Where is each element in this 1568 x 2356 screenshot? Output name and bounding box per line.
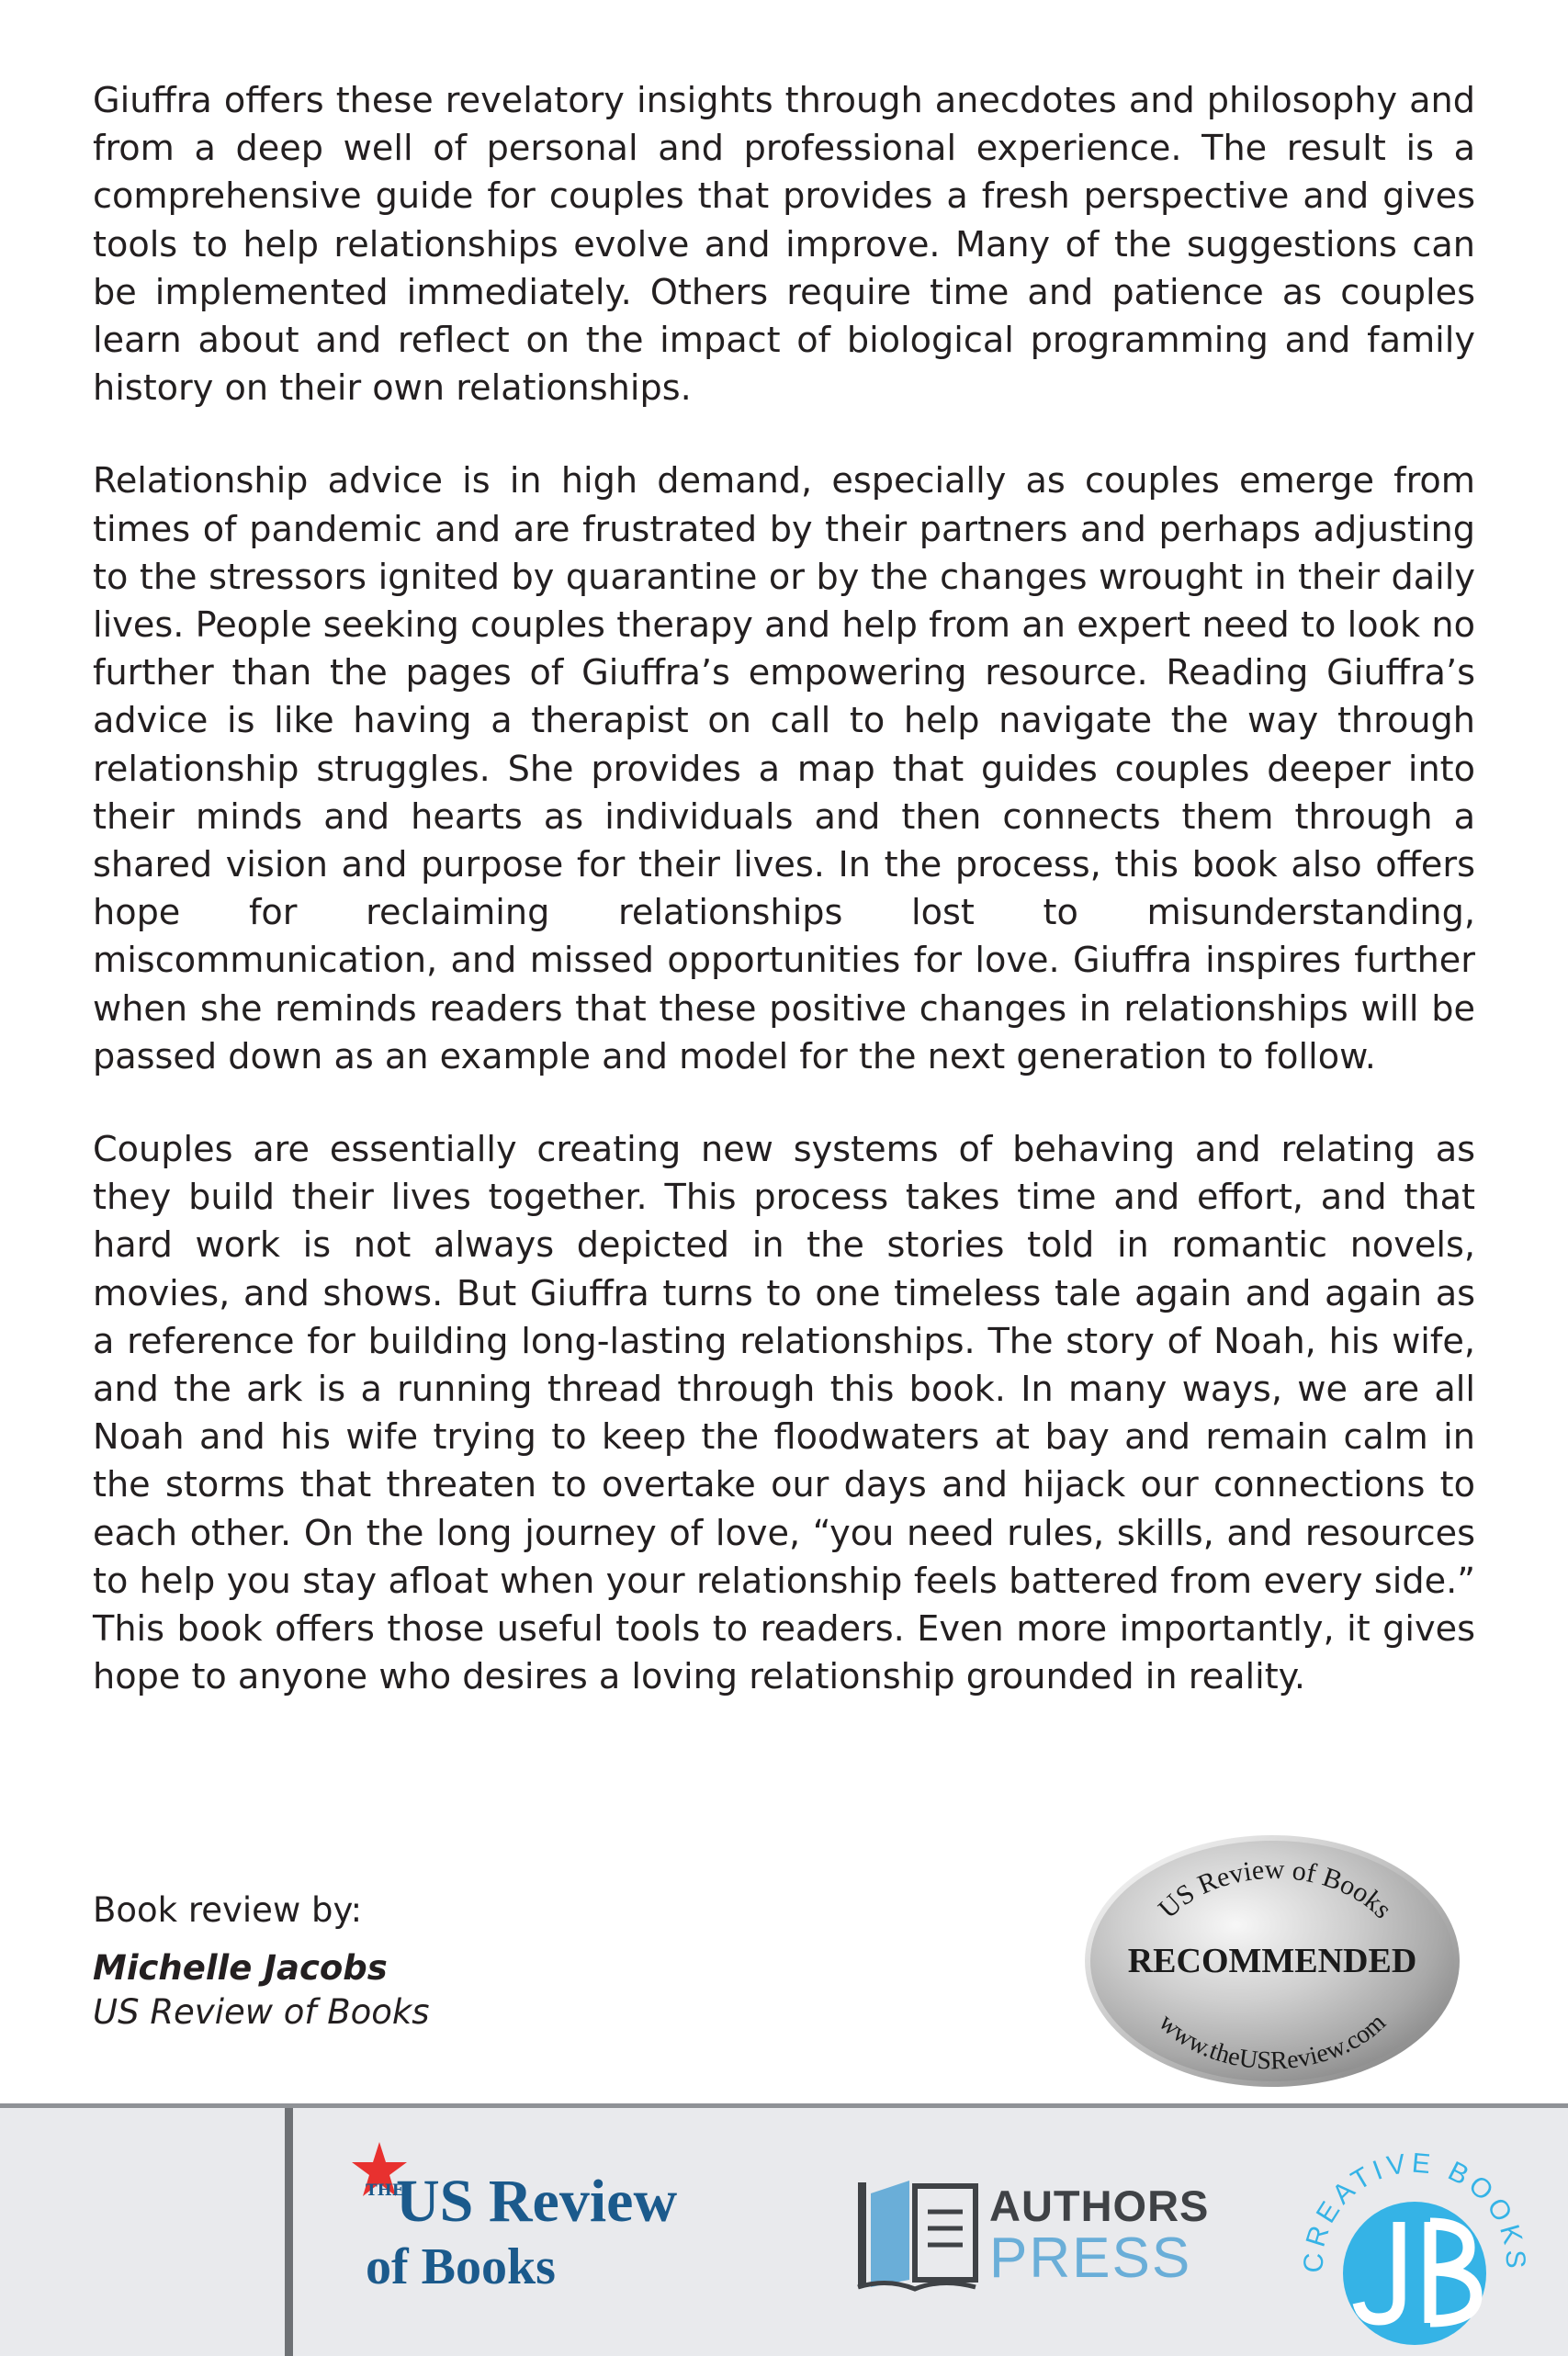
recommended-seal bbox=[1082, 1832, 1462, 2090]
open-book-icon bbox=[854, 2177, 983, 2296]
seal-top-text: US Review of Books bbox=[1152, 1854, 1398, 1925]
reviewer-name: Michelle Jacobs bbox=[93, 1948, 388, 1988]
seal-bottom-text: www.theUSReview.com bbox=[1153, 2008, 1392, 2076]
review-credit bbox=[93, 1888, 430, 2035]
review-body bbox=[93, 77, 1475, 1747]
us-review-of-books-logo bbox=[349, 2131, 753, 2315]
seal-center-text: RECOMMENDED bbox=[1127, 1942, 1417, 1980]
paragraph-3: Couples are essentially creating new systems of behaving and relating as they build their lives together. This process takes time and effort, and that hard work is not always depicted in the stories told in romantic novels, movies, and shows. But Giuffra turns to one timeless tale again and again as a reference for building long-lasting relationships. The story of Noah, his wife, and the ark is a running thread through this book. In many ways, we are all Noah and his wife trying to keep the floodwaters at bay and remain calm in the storms that threaten to overtake our days and hijack our connections to each other. On the long journey of love, “you need rules, skills, and resources to help you stay afloat when your relationship feels battered from every side.” This book offers those useful tools to readers. Even more importantly, it gives hope to anyone who desires a loving relationship grounded in reality. bbox=[93, 1130, 1475, 1698]
review-label: Book review by: bbox=[93, 1890, 363, 1930]
usrob-title-line1: US Review bbox=[396, 2168, 678, 2235]
creative-books-text: CREATIVE BOOKS bbox=[1298, 2147, 1531, 2274]
usrob-title-line2: of Books bbox=[366, 2238, 556, 2295]
creative-books-logo bbox=[1291, 2126, 1539, 2347]
cb-monogram-icon bbox=[1343, 2202, 1486, 2345]
paragraph-2: Relationship advice is in high demand, especially as couples emerge from times of pandemic and are frustrated by their partners and perhaps adjusting to the stressors ignited by quarantine or by the changes wrought in their daily lives. People seeking couples therapy and help from an expert need to look no further than the pages of Giuffra’s empowering resource. Reading Giuffra’s advice is like having a therapist on call to help navigate the way through relationship struggles. She provides a map that guides couples deeper into their minds and hearts as individuals and then connects them through a shared vision and purpose for their lives. In the process, this book also offers hope for reclaiming relationships lost to misunderstanding, miscommunication, and missed opportunities for love. Giuffra inspires further when she reminds readers that these positive changes in relationships will be passed down as an example and model for the next generation to follow. bbox=[93, 461, 1475, 1077]
footer-divider bbox=[285, 2108, 293, 2356]
authors-press-top: AUTHORS bbox=[989, 2181, 1210, 2230]
reviewer-organization: US Review of Books bbox=[93, 1992, 430, 2032]
usrob-the: THE bbox=[366, 2181, 404, 2200]
authors-press-bottom: PRESS bbox=[989, 2226, 1192, 2290]
authors-press-logo bbox=[854, 2177, 1210, 2296]
paragraph-1: Giuffra offers these revelatory insights through anecdotes and philosophy and from a deep well of personal and professional experience. The result is a comprehensive guide for couples that provides a fresh perspective and gives tools to help relationships evolve and improve. Many of the suggestions can be implemented immediately. Others require time and patience as couples learn about and reflect on the impact of biological programming and family history on their own relationships. bbox=[93, 81, 1475, 410]
